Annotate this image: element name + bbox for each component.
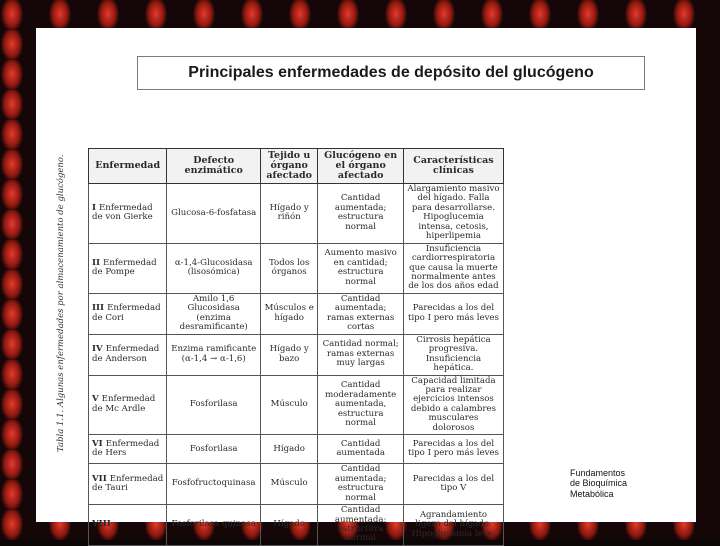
- disease-cell: [89, 464, 167, 505]
- table-caption: Tabla 1.1. Algunas enfermedades por almacenamiento de glucógeno.: [56, 154, 66, 452]
- clinical-cell: Parecidas a los del tipo I pero más leves: [403, 293, 503, 334]
- disease-name: Enfermedad de Anderson: [92, 344, 160, 364]
- enzyme-defect-cell: α-1,4-Glucosidasa (lisosómica): [167, 243, 261, 293]
- disease-cell: [89, 293, 167, 334]
- glycogen-cell: Cantidad aumentada: [318, 435, 404, 464]
- table-row: [89, 293, 504, 334]
- glycogen-cell: Cantidad moderadamente aumentada, estructura normal: [318, 375, 404, 435]
- clinical-cell: Alargamiento masivo del hígado. Falla para desarrollarse. Hipoglucemia intensa, cetosis, hiperlipemia: [403, 183, 503, 243]
- table-row: [89, 505, 504, 546]
- disease-number: II: [92, 257, 101, 268]
- glycogen-cell: Cantidad normal; ramas externas muy largas: [318, 334, 404, 375]
- disease-name: Enfermedad de Pompe: [92, 257, 157, 278]
- clinical-cell: Insuficiencia cardiorrespiratoria que causa la muerte normalmente antes de los dos años edad: [403, 243, 503, 293]
- book-credit: [570, 468, 627, 499]
- slide: [36, 28, 696, 544]
- disease-cell: [89, 183, 167, 243]
- disease-number: IV: [92, 344, 103, 355]
- clinical-cell: Cirrosis hepática progresiva. Insuficiencia hepática.: [403, 334, 503, 375]
- tissue-cell: Hígado: [261, 435, 318, 464]
- disease-name: Enfermedad de von Gierke: [92, 202, 153, 223]
- disease-number: VIII: [92, 519, 111, 530]
- tissue-cell: Músculos e hígado: [261, 293, 318, 334]
- disease-name: Enfermedad de Mc Ardle: [92, 394, 156, 414]
- tissue-cell: Hígado y bazo: [261, 334, 318, 375]
- disease-name: Enfermedad de Hers: [92, 438, 160, 459]
- disease-cell: [89, 375, 167, 435]
- glycogen-cell: Cantidad aumentada; estructura normal: [318, 464, 404, 505]
- disease-cell: [89, 435, 167, 464]
- enzyme-defect-cell: Enzima ramificante (α-1,4 → α-1,6): [167, 334, 261, 375]
- table-row: [89, 435, 504, 464]
- credit-line: Metabólica: [570, 488, 614, 499]
- tissue-cell: Músculo: [261, 375, 318, 435]
- clinical-cell: Capacidad limitada para realizar ejercicios intensos debido a calambres musculares dolorosos: [403, 375, 503, 435]
- glycogen-disease-table: [88, 148, 504, 546]
- glycogen-cell: Cantidad aumentada; estructura normal: [318, 183, 404, 243]
- table-row: [89, 243, 504, 293]
- table-header-row: [89, 149, 504, 184]
- enzyme-defect-cell: Fosforilasa: [167, 435, 261, 464]
- enzyme-defect-cell: Fosfofructoquinasa: [167, 464, 261, 505]
- clinical-cell: Agrandamiento ligero del hígado. Hipoglucemia leve.: [403, 505, 503, 546]
- disease-name: Enfermedad de Tauri: [92, 473, 164, 494]
- clinical-cell: Parecidas a los del tipo V: [403, 464, 503, 505]
- disease-cell: [89, 334, 167, 375]
- header-disease: Enfermedad: [89, 149, 167, 184]
- slide-title: [137, 56, 645, 90]
- header-glycogen: Glucógeno en el órgano afectado: [318, 149, 404, 184]
- glycogen-cell: Aumento masivo en cantidad; estructura normal: [318, 243, 404, 293]
- disease-cell: [89, 243, 167, 293]
- enzyme-defect-cell: Amilo 1,6 Glucosidasa (enzima desramificante): [167, 293, 261, 334]
- tissue-cell: Hígado: [261, 505, 318, 546]
- glycogen-cell: Cantidad aumentada; ramas externas cortas: [318, 293, 404, 334]
- enzyme-defect-cell: Fosforilasa quinasa: [167, 505, 261, 546]
- enzyme-defect-cell: Fosforilasa: [167, 375, 261, 435]
- table-row: [89, 334, 504, 375]
- tissue-cell: Hígado y riñón: [261, 183, 318, 243]
- credit-line: de Bioquímica: [570, 478, 628, 489]
- disease-cell: [89, 505, 167, 546]
- table-row: [89, 375, 504, 435]
- disease-name: Enfermedad de Cori: [92, 303, 161, 323]
- slide-title-text: Principales enfermedades de depósito del glucógeno: [188, 64, 594, 81]
- disease-number: VI: [92, 438, 103, 449]
- glycogen-cell: Cantidad aumentada; estructura normal: [318, 505, 404, 546]
- tissue-cell: Todos los órganos: [261, 243, 318, 293]
- tissue-cell: Músculo: [261, 464, 318, 505]
- table-row: [89, 464, 504, 505]
- disease-number: V: [92, 394, 99, 405]
- disease-number: I: [92, 202, 97, 213]
- disease-number: VII: [92, 473, 107, 484]
- enzyme-defect-cell: Glucosa-6-fosfatasa: [167, 183, 261, 243]
- header-clinical: Características clínicas: [403, 149, 503, 184]
- header-enzyme-defect: Defecto enzimático: [167, 149, 261, 184]
- disease-number: III: [92, 303, 105, 314]
- credit-line: Fundamentos: [570, 468, 626, 478]
- table-row: [89, 183, 504, 243]
- clinical-cell: Parecidas a los del tipo I pero más leves: [403, 435, 503, 464]
- header-tissue: Tejido u órgano afectado: [261, 149, 318, 184]
